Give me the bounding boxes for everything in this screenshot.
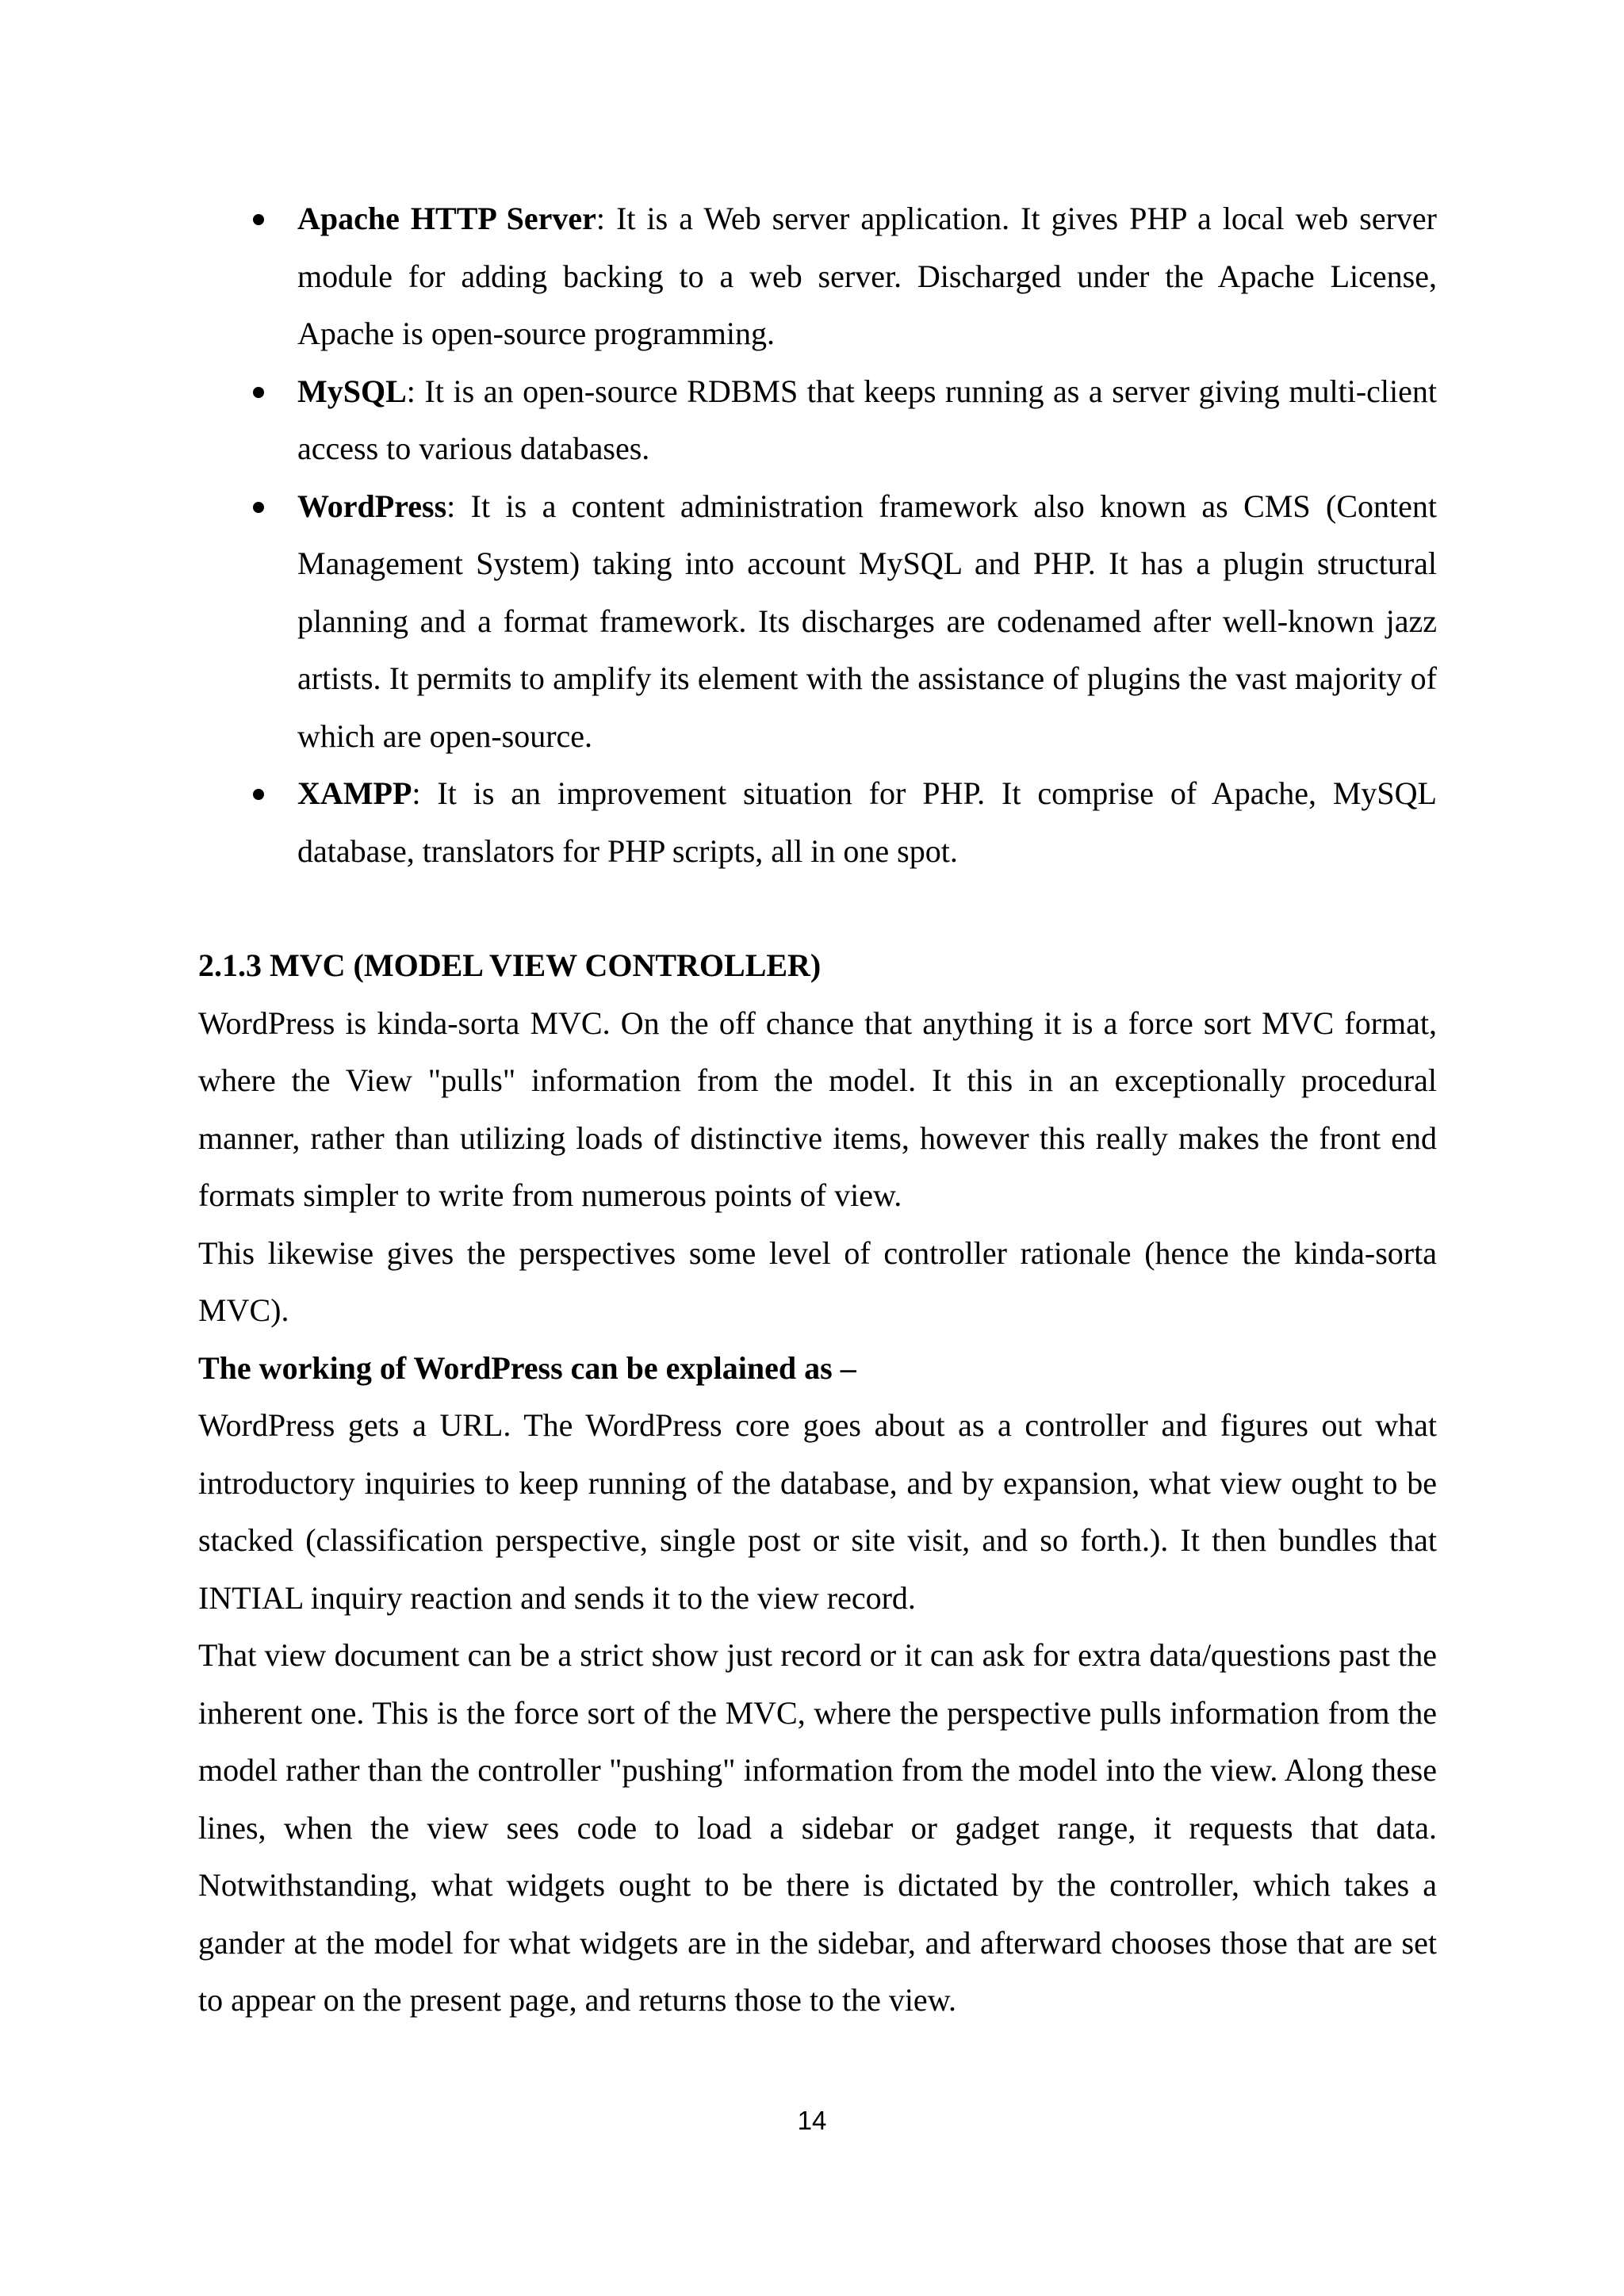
bullet-item-xampp (198, 765, 1437, 880)
bullet-text: : It is a Web server application. It gives PHP a local web server module for adding backing to a web server. Discharged under the Apache License, Apache is open-source programming. (297, 201, 1437, 351)
bullet-text: : It is a content administration framework also known as CMS (Content Management System) taking into account MySQL and PHP. It has a plugin structural planning and a format framework. Its discharges are codenamed after well-known jazz artists. It permits to amplify its element with the assistance of plugins the vast majority of which are open-source. (297, 488, 1437, 754)
bullet-text: : It is an open-source RDBMS that keeps running as a server giving multi-client access to various databases. (297, 373, 1437, 466)
paragraph-url-flow: WordPress gets a URL. The WordPress core goes about as a controller and figures out what introductory inquiries to keep running of the database, and by expansion, what view ought to be stacked (classification perspective, single post or site visit, and so forth.). It then bundles that INTIAL inquiry reaction and sends it to the view record. (198, 1407, 1437, 1616)
bullet-term: MySQL (297, 373, 407, 409)
page-content (198, 190, 1437, 2030)
bullet-dot-icon (253, 502, 264, 513)
bullet-term: Apache HTTP Server (297, 201, 596, 236)
page-number: 14 (797, 2106, 827, 2135)
bullet-list (198, 190, 1437, 880)
paragraph-view-document: That view document can be a strict show just record or it can ask for extra data/questions past the inherent one. This is the force sort of the MVC, where the perspective pulls information from the model rather than the controller "pushing" information from the model into the view. Along these lines, when the view sees code to load a sidebar or gadget range, it requests that data. Notwithstanding, what widgets ought to be there is dictated by the controller, which takes a gander at the model for what widgets are in the sidebar, and afterward chooses those that are set to appear on the present page, and returns those to the view. (198, 1637, 1437, 2018)
section-heading: 2.1.3 MVC (MODEL VIEW CONTROLLER) (198, 947, 822, 983)
bullet-item-apache (198, 190, 1437, 363)
bullet-dot-icon (253, 789, 264, 800)
paragraph-controller-rationale: This likewise gives the perspectives some level of controller rationale (hence the kinda-sorta MVC). (198, 1234, 1437, 1328)
bullet-item-wordpress (198, 478, 1437, 766)
bullet-item-mysql (198, 363, 1437, 478)
bullet-dot-icon (253, 214, 264, 225)
bullet-term: XAMPP (297, 775, 412, 811)
bullet-term: WordPress (297, 488, 447, 524)
bullet-dot-icon (253, 387, 264, 398)
working-subheading: The working of WordPress can be explained as – (198, 1349, 856, 1386)
paragraph-mvc-intro: WordPress is kinda-sorta MVC. On the off chance that anything it is a force sort MVC format, where the View "pulls" information from the model. It this in an exceptionally procedural manner, rather than utilizing loads of distinctive items, however this really makes the front end formats simpler to write from numerous points of view. (198, 1004, 1437, 1213)
bullet-text: : It is an improvement situation for PHP. It comprise of Apache, MySQL database, translators for PHP scripts, all in one spot. (297, 775, 1437, 869)
